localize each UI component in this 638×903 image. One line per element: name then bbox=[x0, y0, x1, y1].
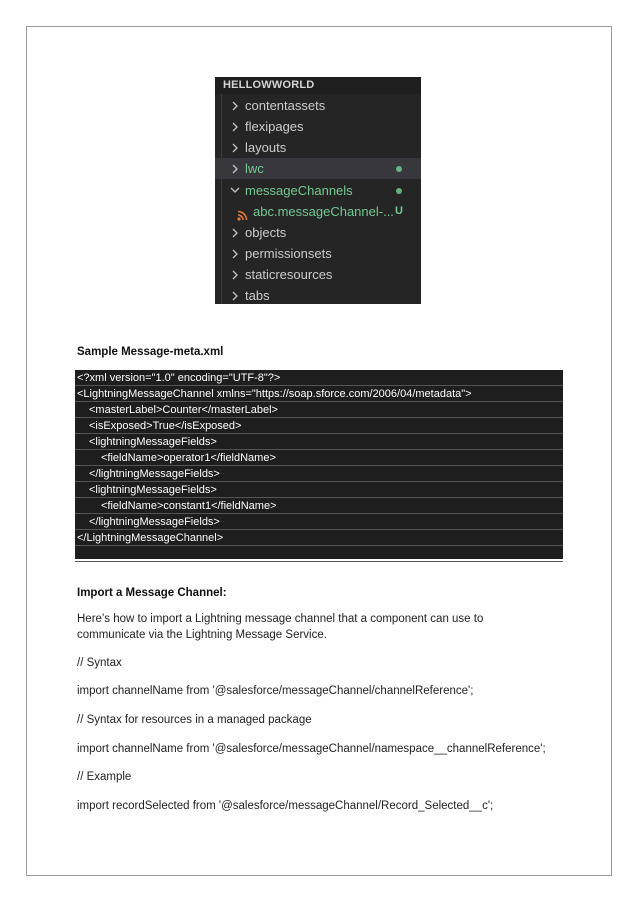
explorer-folder-item[interactable] bbox=[215, 285, 421, 304]
rss-icon bbox=[237, 206, 248, 217]
code-line-text: </lightningMessageFields> bbox=[89, 516, 220, 528]
explorer-folder-item[interactable] bbox=[215, 116, 421, 137]
explorer-folder-item[interactable] bbox=[215, 95, 421, 116]
code-line bbox=[75, 418, 563, 434]
explorer-item-label: flexipages bbox=[245, 119, 304, 134]
explorer-folder-item[interactable] bbox=[215, 180, 421, 201]
code-line-text: <fieldName>constant1</fieldName> bbox=[101, 500, 277, 512]
explorer-item-label: staticresources bbox=[245, 267, 333, 282]
code-line bbox=[75, 450, 563, 466]
code-line bbox=[75, 546, 563, 562]
code-line bbox=[75, 370, 563, 386]
modified-dot-icon bbox=[396, 166, 402, 172]
file-explorer-screenshot bbox=[215, 77, 421, 304]
chevron-right-icon bbox=[230, 137, 240, 158]
chevron-right-icon bbox=[230, 95, 240, 116]
code-line bbox=[75, 434, 563, 450]
chevron-right-icon bbox=[230, 285, 240, 304]
chevron-right-icon bbox=[230, 243, 240, 264]
explorer-folder-item[interactable] bbox=[215, 243, 421, 264]
syntax-comment: // Syntax bbox=[77, 657, 122, 669]
code-line-text: <LightningMessageChannel xmlns="https://soap.sforce.com/2006/04/metadata"> bbox=[77, 388, 472, 400]
syntax-code: import channelName from '@salesforce/messageChannel/channelReference'; bbox=[77, 685, 474, 697]
chevron-right-icon bbox=[230, 264, 240, 285]
chevron-down-icon bbox=[230, 180, 240, 201]
managed-comment: // Syntax for resources in a managed package bbox=[77, 714, 312, 726]
intro-paragraph: Here’s how to import a Lightning message channel that a component can use to communicate via the Lightning Message Service. bbox=[77, 613, 484, 641]
explorer-item-label: objects bbox=[245, 225, 287, 240]
explorer-folder-item[interactable] bbox=[215, 137, 421, 158]
sample-heading: Sample Message-meta.xml bbox=[77, 346, 224, 358]
code-line-text: <lightningMessageFields> bbox=[89, 436, 217, 448]
code-line bbox=[75, 514, 563, 530]
explorer-folder-item[interactable] bbox=[215, 222, 421, 243]
explorer-item-label: abc.messageChannel-... bbox=[253, 204, 394, 219]
explorer-item-label: lwc bbox=[245, 161, 264, 176]
code-line bbox=[75, 498, 563, 514]
explorer-item-label: permissionsets bbox=[245, 246, 332, 261]
chevron-right-icon bbox=[230, 222, 240, 243]
explorer-item-label: layouts bbox=[245, 140, 287, 155]
explorer-title: HELLOWWORLD bbox=[215, 77, 421, 94]
code-line-text: <?xml version="1.0" encoding="UTF-8"?> bbox=[77, 372, 281, 384]
managed-code: import channelName from '@salesforce/messageChannel/namespace__channelReference'; bbox=[77, 743, 546, 755]
code-line bbox=[75, 482, 563, 498]
untracked-badge: U bbox=[395, 205, 403, 217]
explorer-folder-item[interactable] bbox=[215, 264, 421, 285]
example-code: import recordSelected from '@salesforce/messageChannel/Record_Selected__c'; bbox=[77, 800, 494, 812]
code-line-text: <masterLabel>Counter</masterLabel> bbox=[89, 404, 278, 416]
code-line-text: <lightningMessageFields> bbox=[89, 484, 217, 496]
code-line-text: <isExposed>True</isExposed> bbox=[89, 420, 242, 432]
explorer-item-label: messageChannels bbox=[245, 183, 353, 198]
code-line bbox=[75, 386, 563, 402]
explorer-file-item[interactable] bbox=[215, 201, 421, 222]
code-line bbox=[75, 530, 563, 546]
example-comment: // Example bbox=[77, 771, 132, 783]
explorer-item-label: contentassets bbox=[245, 98, 326, 113]
explorer-item-label: tabs bbox=[245, 288, 270, 303]
code-line bbox=[75, 402, 563, 418]
explorer-folder-item[interactable] bbox=[215, 158, 421, 179]
code-line bbox=[75, 466, 563, 482]
chevron-right-icon bbox=[230, 158, 240, 179]
code-block bbox=[75, 370, 563, 559]
import-heading: Import a Message Channel: bbox=[77, 587, 227, 599]
code-line-text: </LightningMessageChannel> bbox=[77, 532, 224, 544]
code-line-text: </lightningMessageFields> bbox=[89, 468, 220, 480]
code-line-text: <fieldName>operator1</fieldName> bbox=[101, 452, 276, 464]
chevron-right-icon bbox=[230, 116, 240, 137]
modified-dot-icon bbox=[396, 188, 402, 194]
